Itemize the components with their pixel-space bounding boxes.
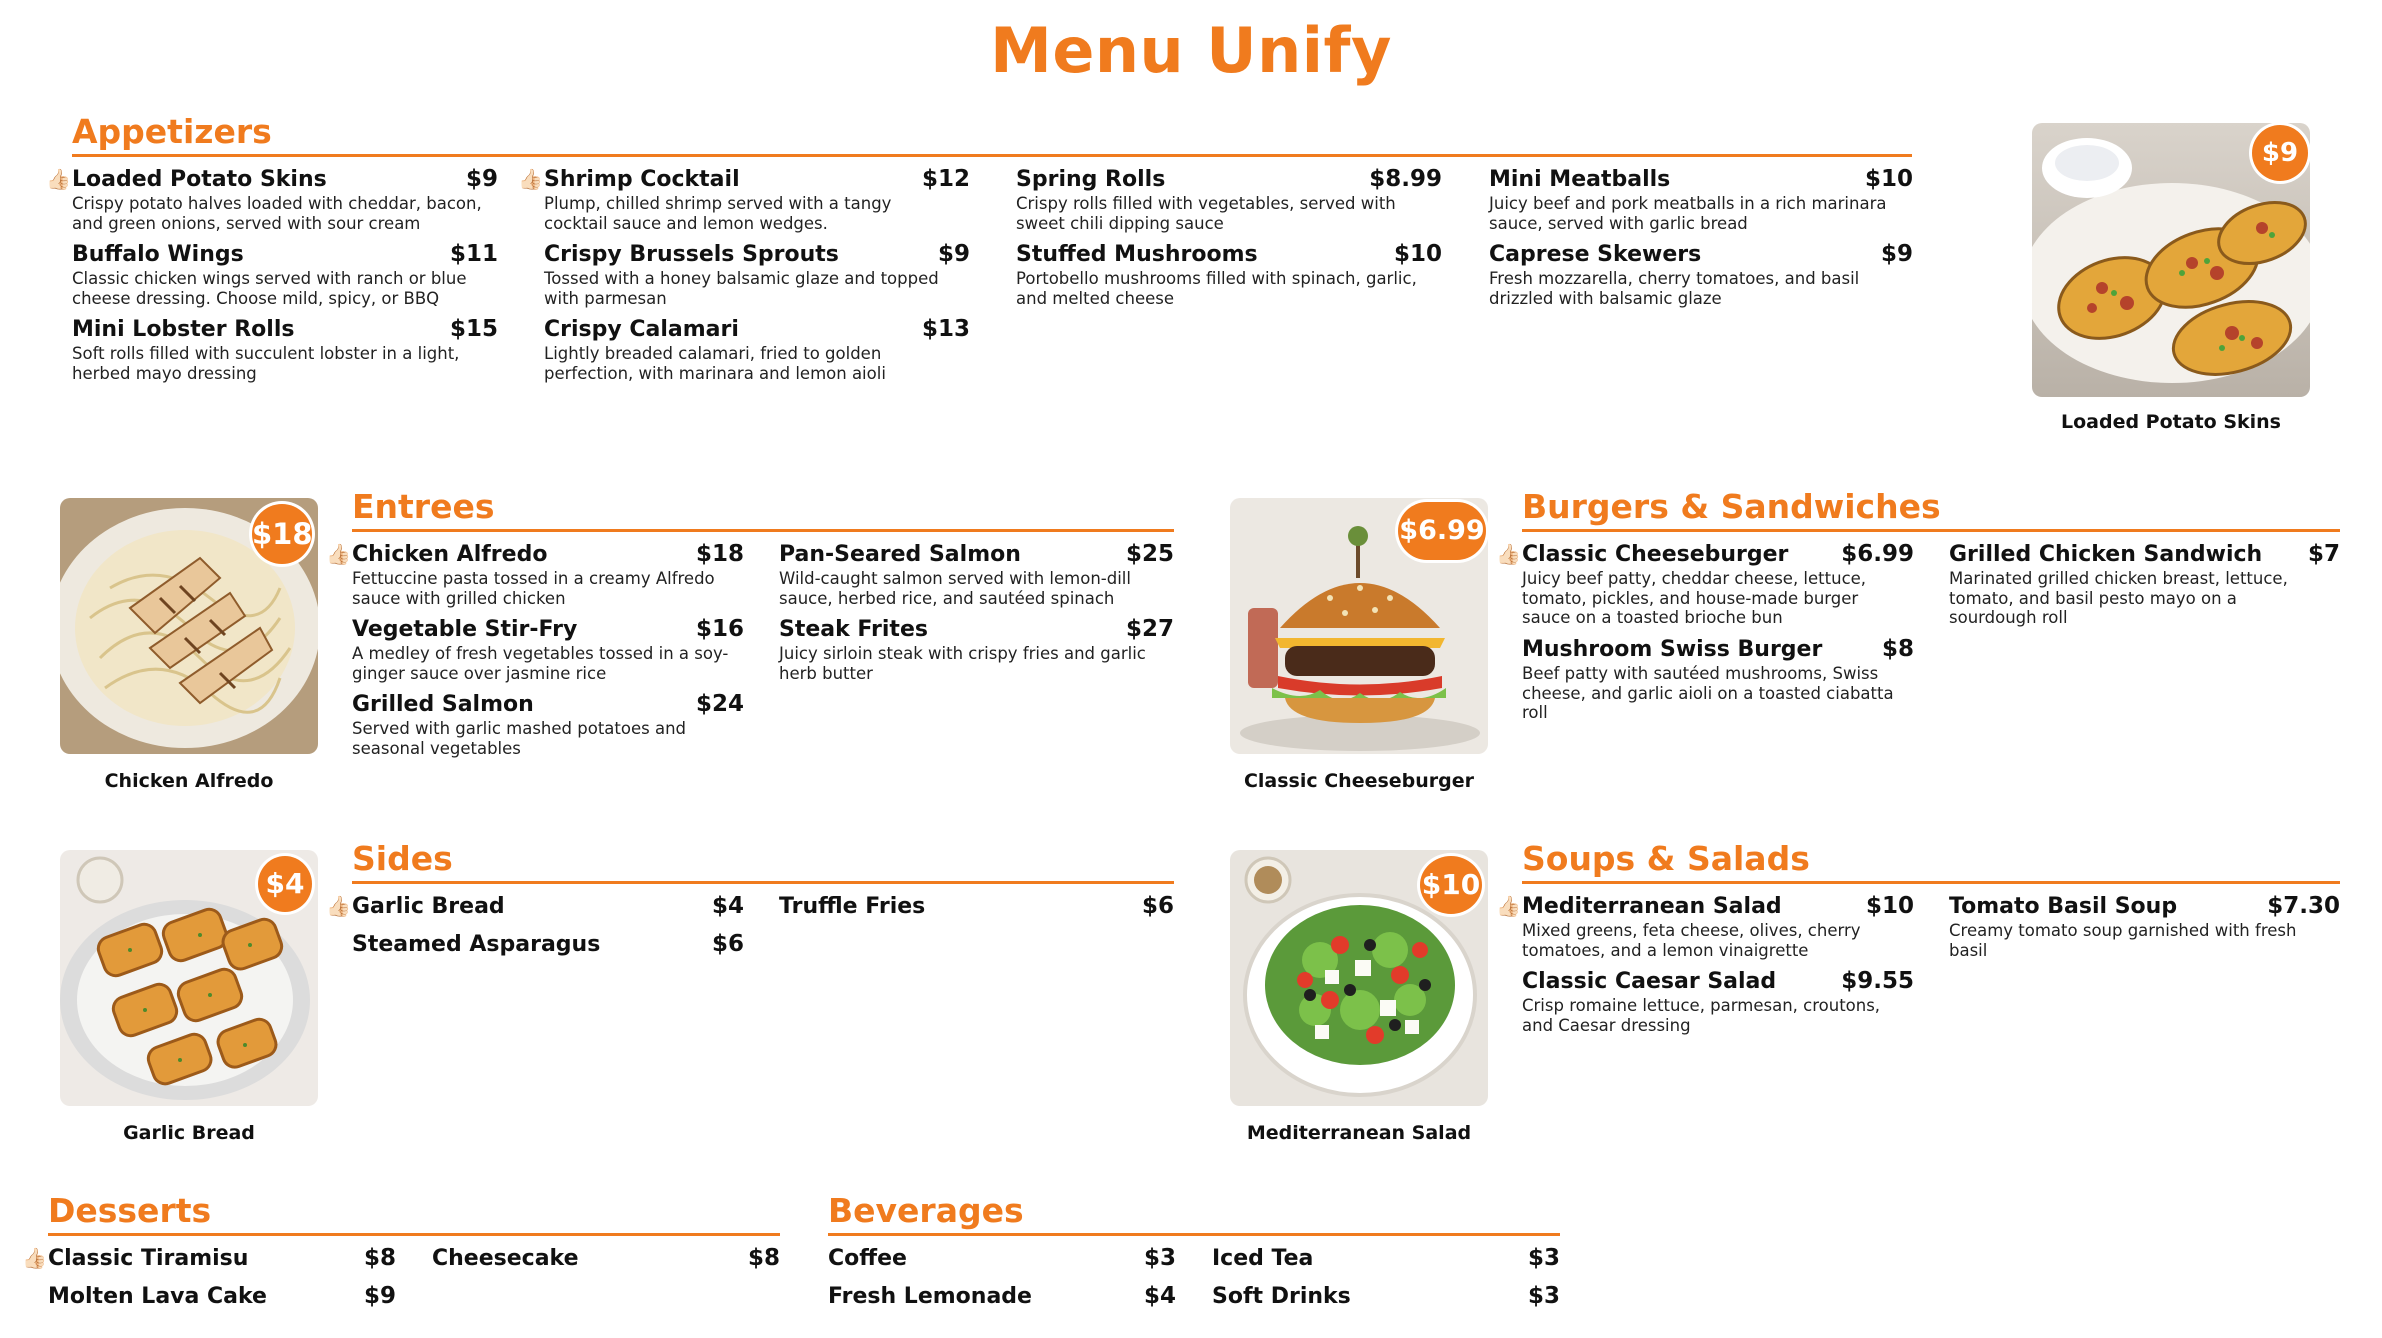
section-heading: Desserts (48, 1191, 780, 1236)
menu-item[interactable] (352, 930, 744, 968)
menu-item[interactable] (1949, 540, 2340, 635)
menu-item[interactable] (779, 540, 1174, 615)
item-description: Crispy potato halves loaded with cheddar, bacon, and green onions, served with sour cream (72, 194, 482, 233)
item-name: Chicken Alfredo (352, 542, 548, 567)
section-heading: Appetizers (72, 112, 1912, 157)
item-name: Steamed Asparagus (352, 932, 601, 957)
price-badge: $6.99 (1398, 502, 1486, 560)
photo-loaded-potato-skins (2032, 123, 2310, 443)
thumbs-up-icon: 👍🏻 (1496, 542, 1521, 566)
item-price: $12 (921, 166, 970, 192)
menu-item[interactable] (1212, 1244, 1560, 1282)
thumbs-up-icon: 👍🏻 (22, 1246, 47, 1270)
price-badge: $4 (258, 856, 312, 912)
item-price: $7 (2307, 541, 2340, 567)
menu-title: Menu Unify (990, 14, 1392, 87)
menu-item[interactable] (326, 540, 744, 615)
item-price: $18 (695, 541, 744, 567)
section-heading: Burgers & Sandwiches (1522, 487, 2340, 532)
section-soups-salads (1496, 839, 2340, 1052)
item-price: $3 (1527, 1245, 1560, 1271)
thumbs-up-icon: 👍🏻 (46, 167, 71, 191)
item-price: $9 (937, 241, 970, 267)
item-price: $24 (695, 691, 744, 717)
item-name: Truffle Fries (779, 894, 926, 919)
thumbs-up-icon: 👍🏻 (1496, 894, 1521, 918)
item-price: $3 (1527, 1283, 1560, 1309)
menu-item[interactable] (1489, 240, 1913, 315)
section-heading: Soups & Salads (1522, 839, 2340, 884)
item-description: Marinated grilled chicken breast, lettuce, tomato, and basil pesto mayo on a sourdough roll (1949, 569, 2288, 627)
item-price: $8.99 (1369, 166, 1442, 192)
menu-item[interactable] (1212, 1282, 1560, 1320)
item-name: Garlic Bread (352, 894, 505, 919)
item-name: Molten Lava Cake (48, 1284, 267, 1309)
menu-item[interactable] (1522, 967, 1914, 1042)
item-price: $10 (1393, 241, 1442, 267)
item-name: Grilled Chicken Sandwich (1949, 542, 2263, 567)
menu-item[interactable] (1489, 165, 1913, 240)
item-name: Classic Tiramisu (48, 1246, 249, 1271)
item-description: Crispy rolls filled with vegetables, served with sweet chili dipping sauce (1016, 194, 1396, 233)
menu-item[interactable] (1496, 540, 1914, 635)
section-entrees (326, 487, 1174, 770)
thumbs-up-icon: 👍🏻 (326, 894, 351, 918)
menu-item[interactable] (828, 1282, 1176, 1320)
item-description: Creamy tomato soup garnished with fresh basil (1949, 921, 2297, 960)
menu-item[interactable] (828, 1244, 1176, 1282)
photo-garlic-bread (60, 850, 318, 1150)
item-description: Juicy sirloin steak with crispy fries and garlic herb butter (779, 644, 1146, 683)
item-name: Mini Meatballs (1489, 167, 1671, 192)
menu-item[interactable] (1016, 240, 1442, 315)
item-name: Shrimp Cocktail (544, 167, 740, 192)
item-price: $10 (1865, 893, 1914, 919)
photo-caption: Chicken Alfredo (104, 770, 274, 792)
menu-item[interactable] (518, 165, 970, 240)
item-name: Mediterranean Salad (1522, 894, 1782, 919)
item-description: Lightly breaded calamari, fried to golden perfection, with marinara and lemon aioli (544, 344, 886, 383)
item-description: Juicy beef patty, cheddar cheese, lettuce, tomato, pickles, and house-made burger sauce on a toasted brioche bun (1522, 569, 1867, 627)
menu-item[interactable] (779, 615, 1174, 690)
item-name: Stuffed Mushrooms (1016, 242, 1258, 267)
item-description: Portobello mushrooms filled with spinach, garlic, and melted cheese (1016, 269, 1417, 308)
item-description: Wild-caught salmon served with lemon-dill sauce, herbed rice, and sautéed spinach (779, 569, 1131, 608)
thumbs-up-icon: 👍🏻 (518, 167, 543, 191)
menu-item[interactable] (1016, 165, 1442, 240)
item-name: Classic Cheeseburger (1522, 542, 1789, 567)
item-price: $9 (1880, 241, 1913, 267)
menu-item[interactable] (22, 1244, 396, 1282)
menu-item[interactable] (72, 315, 498, 390)
item-description: Classic chicken wings served with ranch or blue cheese dressing. Choose mild, spicy, or BBQ (72, 269, 467, 308)
item-price: $27 (1125, 616, 1174, 642)
item-price: $6 (711, 931, 744, 957)
item-name: Classic Caesar Salad (1522, 969, 1777, 994)
photo-caption: Garlic Bread (123, 1122, 255, 1144)
section-heading: Sides (352, 839, 1174, 884)
item-name: Grilled Salmon (352, 692, 534, 717)
menu-item[interactable] (432, 1244, 780, 1282)
item-name: Tomato Basil Soup (1949, 894, 2178, 919)
menu-item[interactable] (326, 892, 744, 930)
item-description: Plump, chilled shrimp served with a tangy cocktail sauce and lemon wedges. (544, 194, 892, 233)
price-badge: $18 (252, 504, 312, 564)
section-heading: Entrees (352, 487, 1174, 532)
price-badge: $10 (1420, 856, 1482, 914)
menu-item[interactable] (352, 690, 744, 765)
item-description: Tossed with a honey balsamic glaze and topped with parmesan (544, 269, 939, 308)
item-price: $8 (363, 1245, 396, 1271)
section-appetizers (46, 112, 1913, 425)
item-price: $4 (1143, 1283, 1176, 1309)
item-price: $6.99 (1841, 541, 1914, 567)
item-price: $9 (465, 166, 498, 192)
item-name: Fresh Lemonade (828, 1284, 1032, 1309)
menu-item[interactable] (1496, 892, 1914, 967)
item-price: $25 (1125, 541, 1174, 567)
item-name: Mushroom Swiss Burger (1522, 637, 1823, 662)
item-name: Vegetable Stir-Fry (352, 617, 578, 642)
menu-item[interactable] (1949, 892, 2340, 967)
item-name: Loaded Potato Skins (72, 167, 327, 192)
item-description: Soft rolls filled with succulent lobster in a light, herbed mayo dressing (72, 344, 460, 383)
item-price: $4 (711, 893, 744, 919)
item-name: Caprese Skewers (1489, 242, 1702, 267)
item-price: $3 (1143, 1245, 1176, 1271)
section-heading: Beverages (828, 1191, 1560, 1236)
item-description: Fettuccine pasta tossed in a creamy Alfredo sauce with grilled chicken (352, 569, 715, 608)
menu-item[interactable] (352, 615, 744, 690)
item-name: Iced Tea (1212, 1246, 1314, 1271)
item-price: $13 (921, 316, 970, 342)
menu-item[interactable] (1522, 635, 1914, 730)
section-burgers-sandwiches (1496, 487, 2340, 770)
item-description: Served with garlic mashed potatoes and seasonal vegetables (352, 719, 687, 758)
item-name: Pan-Seared Salmon (779, 542, 1021, 567)
item-price: $9.55 (1841, 968, 1914, 994)
price-badge: $9 (2252, 125, 2308, 181)
item-price: $9 (363, 1283, 396, 1309)
menu-item[interactable] (544, 315, 970, 390)
photo-caption: Mediterranean Salad (1246, 1122, 1472, 1144)
item-price: $10 (1864, 166, 1913, 192)
item-name: Buffalo Wings (72, 242, 244, 267)
section-sides (326, 839, 1174, 982)
item-name: Crispy Brussels Sprouts (544, 242, 839, 267)
item-price: $6 (1141, 893, 1174, 919)
item-description: Crisp romaine lettuce, parmesan, croutons, and Caesar dressing (1522, 996, 1881, 1035)
photo-caption: Loaded Potato Skins (2061, 411, 2281, 433)
item-price: $11 (449, 241, 498, 267)
item-price: $15 (449, 316, 498, 342)
item-name: Crispy Calamari (544, 317, 739, 342)
item-price: $8 (747, 1245, 780, 1271)
section-beverages (828, 1191, 1560, 1324)
item-description: Beef patty with sautéed mushrooms, Swiss cheese, and garlic aioli on a toasted ciabatta roll (1522, 664, 1894, 722)
item-description: Mixed greens, feta cheese, olives, cherry tomatoes, and a lemon vinaigrette (1522, 921, 1861, 960)
menu-item[interactable] (544, 240, 970, 315)
item-name: Cheesecake (432, 1246, 579, 1271)
menu-item[interactable] (48, 1282, 396, 1320)
menu-item[interactable] (72, 240, 498, 315)
item-name: Steak Frites (779, 617, 928, 642)
item-price: $16 (695, 616, 744, 642)
item-description: Fresh mozzarella, cherry tomatoes, and basil drizzled with balsamic glaze (1489, 269, 1860, 308)
item-price: $7.30 (2267, 893, 2340, 919)
section-desserts (22, 1191, 780, 1324)
photo-mediterranean-salad (1230, 850, 1488, 1150)
item-description: Juicy beef and pork meatballs in a rich marinara sauce, served with garlic bread (1489, 194, 1887, 233)
thumbs-up-icon: 👍🏻 (326, 542, 351, 566)
menu-item[interactable] (779, 892, 1174, 930)
photo-caption: Classic Cheeseburger (1243, 770, 1475, 792)
photo-chicken-alfredo (60, 498, 318, 798)
item-name: Soft Drinks (1212, 1284, 1351, 1309)
item-price: $8 (1881, 636, 1914, 662)
item-description: A medley of fresh vegetables tossed in a soy-ginger sauce over jasmine rice (352, 644, 729, 683)
menu-item[interactable] (46, 165, 498, 240)
item-name: Mini Lobster Rolls (72, 317, 295, 342)
item-name: Coffee (828, 1246, 907, 1271)
item-name: Spring Rolls (1016, 167, 1166, 192)
photo-classic-cheeseburger (1230, 498, 1488, 798)
